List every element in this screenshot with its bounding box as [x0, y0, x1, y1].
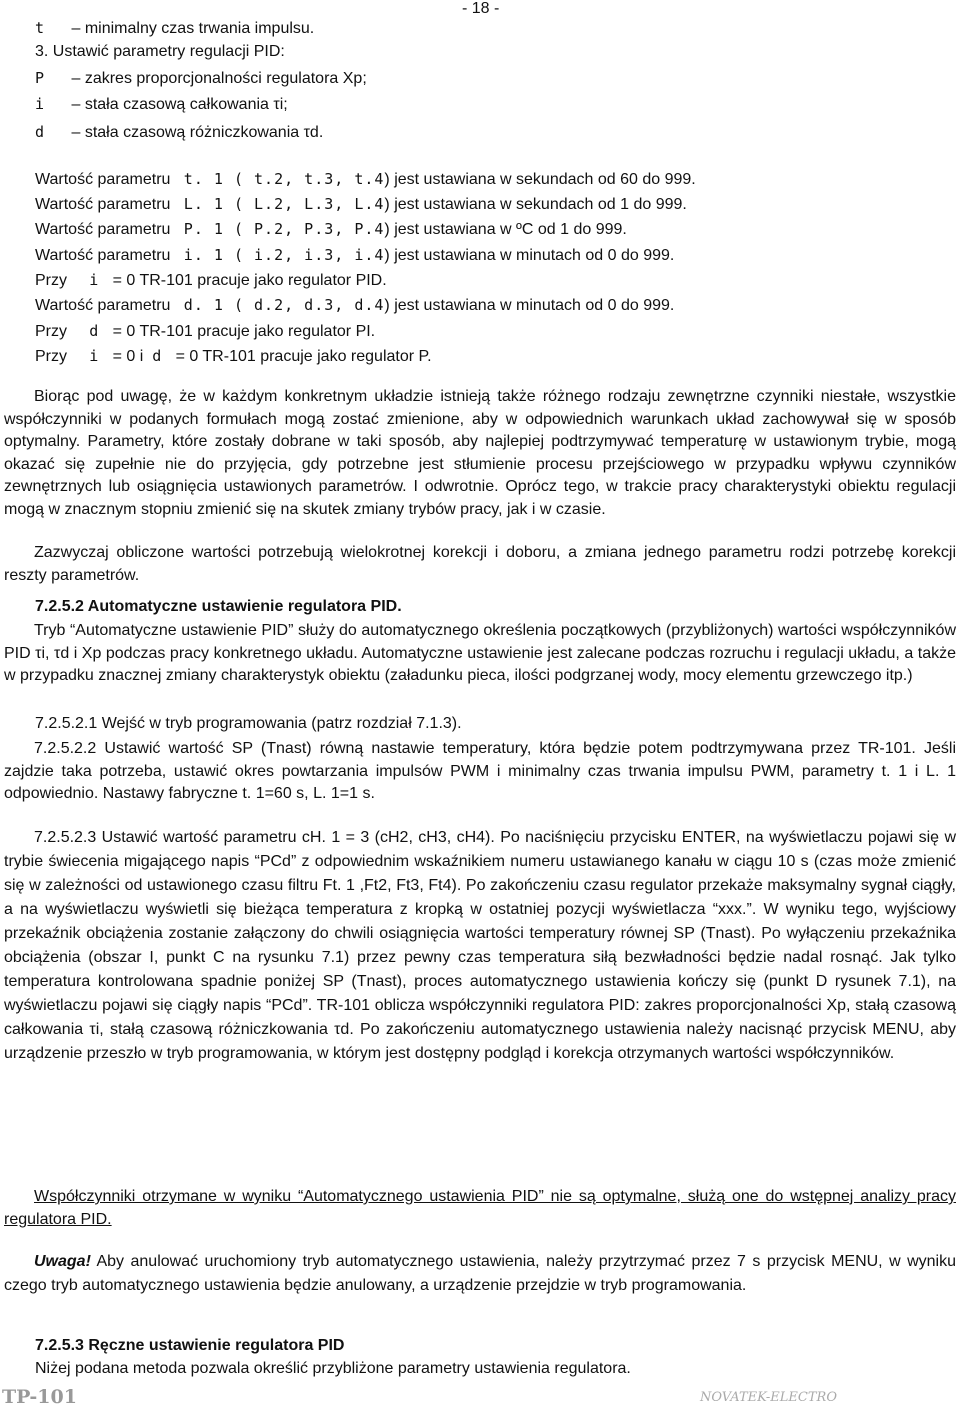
warning-label: Uwaga! — [34, 1253, 91, 1270]
list-item: t – minimalny czas trwania impulsu. — [35, 19, 315, 37]
page-number: - 18 - — [462, 0, 500, 17]
paragraph: 7.2.5.2.2 Ustawić wartość SP (Tnast) równą nastawie temperatury, która będzie potem podtrzymywana przez TR-101. Jeśli zajdzie taka potrzeba, ustawić okres powtarzania impulsów PWM i minimalny czas trwania impulsu PWM, parametry t. 1 i L. 1 odpowiednio. Nastawy fabryczne t. 1=60 s, L. 1=1 s. — [4, 740, 956, 802]
paragraph: Tryb “Automatyczne ustawienie PID” służy do automatycznego określenia początkowych (przybliżonych) wartości współczynników PID τi, τd i Xp podczas pracy konkretnego układu. Automatyczne ustawienie jest zalecane podczas rozruchu i regulacji układu, a także w przypadku znacznej zmiany charakterystyk obiektu (załadunku pieca, ilości podgrzanej wody, mocy elementu grzewczego itp.) — [4, 622, 956, 684]
param-line: Wartość parametru d. 1 ( d.2, d.3, d.4) jest ustawiana w minutach od 0 do 999. — [35, 296, 675, 314]
param-line: Wartość parametru i. 1 ( i.2, i.3, i.4) jest ustawiana w minutach od 0 do 999. — [35, 246, 675, 264]
list-item: d – stała czasową różniczkowania τd. — [35, 123, 324, 141]
footer-brand: NOVATEK-ELECTRO — [700, 1390, 837, 1405]
footer-model: TP-101 — [2, 1386, 77, 1408]
param-line: Przy i = 0 TR-101 pracuje jako regulator PID. — [35, 271, 387, 289]
param-line: Przy i = 0 i d = 0 TR-101 pracuje jako regulator P. — [35, 347, 432, 365]
step-line: 7.2.5.2.1 Wejść w tryb programowania (patrz rozdział 7.1.3). — [35, 715, 462, 732]
list-item: i – stała czasową całkowania τi; — [35, 95, 288, 113]
paragraph: Niżej podana metoda pozwala określić przybliżone parametry ustawienia regulatora. — [35, 1360, 631, 1377]
warning-paragraph: Uwaga! Aby anulować uruchomiony tryb automatycznego ustawienia, należy przytrzymać przez 7 s przycisk MENU, w wyniku czego tryb automatycznego ustawienia będzie anulowany, a urządzenie przejdzie w tryb programowania. — [4, 1253, 956, 1294]
param-line: Wartość parametru P. 1 ( P.2, P.3, P.4) jest ustawiana w ºC od 1 do 999. — [35, 220, 627, 238]
list-item: P – zakres proporcjonalności regulatora Xp; — [35, 69, 367, 87]
section-heading: 7.2.5.3 Ręczne ustawienie regulatora PID — [35, 1337, 345, 1354]
section-heading: 7.2.5.2 Automatyczne ustawienie regulatora PID. — [35, 598, 402, 615]
param-line: Wartość parametru t. 1 ( t.2, t.3, t.4) jest ustawiana w sekundach od 60 do 999. — [35, 170, 696, 188]
param-line: Wartość parametru L. 1 ( L.2, L.3, L.4) jest ustawiana w sekundach od 1 do 999. — [35, 195, 687, 213]
param-line: Przy d = 0 TR-101 pracuje jako regulator PI. — [35, 322, 376, 340]
paragraph-underlined: Współczynniki otrzymane w wyniku “Automatycznego ustawienia PID” nie są optymalne, służą one do wstępnej analizy pracy regulatora PID. — [4, 1188, 956, 1228]
paragraph: Zazwyczaj obliczone wartości potrzebują wielokrotnej korekcji i doboru, a zmiana jednego parametru rodzi potrzebę korekcji reszty parametrów. — [4, 544, 956, 584]
list-item: 3. Ustawić parametry regulacji PID: — [35, 43, 285, 60]
paragraph: 7.2.5.2.3 Ustawić wartość parametru cH. 1 = 3 (cH2, cH3, cH4). Po naciśnięciu przycisku ENTER, na wyświetlaczu pojawi się w trybie świecenia migającego napis “PCd” z odpowiednim wskaźnikiem numeru ustawianego kanału w ciągu 10 s (czas może zmienić się w zależności od ustawionego czasu filtru Ft. 1 ,Ft2, Ft3, Ft4). Po zakończeniu czasu regulator przekaże maksymalny sygnał ciągły, a na wyświetlaczu wyświetli się bieżąca temperatura z kropką w ostatniej pozycji wyświetlacza “xxx.”. W wyniku tego, wyjściowy przekaźnik obciążenia zostanie załączony do chwili osiągnięcia wartości temperatury równej SP (Tnast). Po wyłączeniu przekaźnika obciążenia (obszar I, punkt C na rysunku 7.1) przez pewny czas temperatura siłą bezwładności będzie nadal rosnąć. Jak tylko temperatura kontrolowana spadnie poniżej SP (Tnast), proces automatycznego ustawienia kończy się (punkt D rysunek 7.1), na wyświetlaczu pojawi się ciągły napis “PCd”. TR-101 oblicza współczynniki regulatora PID: zakres proporcjonalności Xp, stałą czasową całkowania τi, stałą czasową różniczkowania τd. Po zakończeniu automatycznego ustawienia należy nacisnąć przycisk MENU, aby urządzenie przeszło w tryb programowania, w którym jest dostępny podgląd i korekcja otrzymanych wartości współczynników. — [4, 829, 956, 1062]
paragraph: Biorąc pod uwagę, że w każdym konkretnym układzie istnieją także różnego rodzaju zewnętrzne czynniki niestałe, wszystkie współczynniki w podanych formułach mogą zostać zmienione, aby w odpowiednich warunkach układ zachowywał się w sposób optymalny. Parametry, które zostały dobrane w taki sposób, aby najlepiej podtrzymywać temperaturę w ustawionym trybie, mogą okazać się zupełnie nie do przyjęcia, gdy potrzebne jest stłumienie procesu przejściowego w przypadku wpływu czynników zewnętrznych lub osiągnięcia ustawionych parametrów. I odwrotnie. Oprócz tego, w trakcie pracy charakterystyki obiektu regulacji mogą w znacznym stopniu zmienić się na skutek zmiany trybów pracy, jak i w czasie. — [4, 388, 956, 518]
